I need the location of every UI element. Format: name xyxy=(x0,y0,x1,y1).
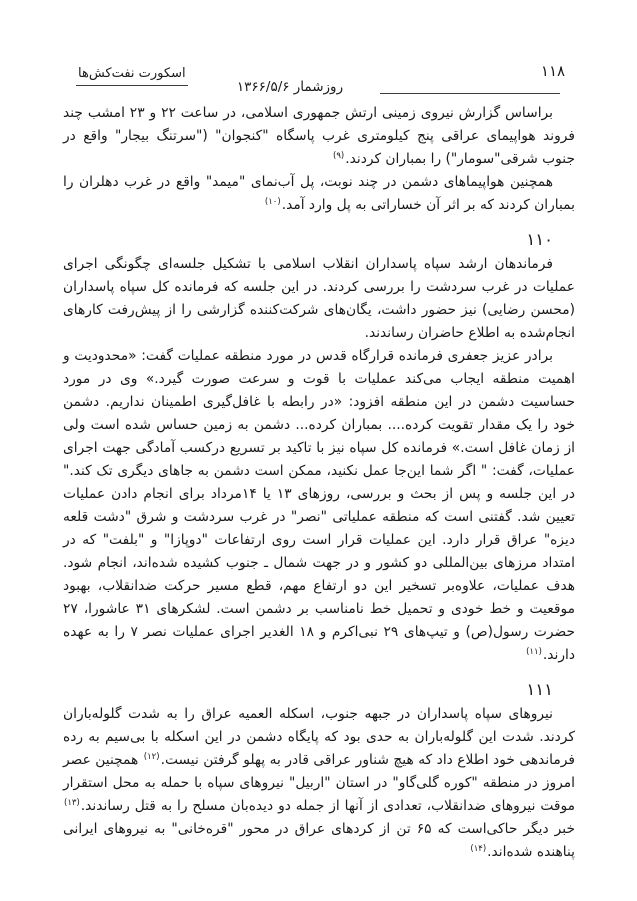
section-number-111: ۱۱۱ xyxy=(526,680,553,699)
paragraph-text: فرماندهان ارشد سپاه پاسداران انقلاب اسلامی با تشکیل جلسه‌ای چگونگی اجرای عملیات در غرب سردشت را بررسی کردند. در این جلسه که فرمانده کل سپاه پاسداران (محسن رضایی) نیز حضور داشت، یگان‌های شرکت‌کننده گزارشی را از پیش‌رفت کارهای انجام‌شده به اطلاع حاضران رساندند. xyxy=(63,256,575,341)
paragraph-text: همچنین عصر امروز در منطقه "کوره گلی‌گاو" در استان "اربیل" نیروهای سپاه با حمله به محل استقرار موقت نیروهای ضدانقلاب، تعدادی از آنها از جمله دو دیده‌بان مسلح را به قتل رساندند. xyxy=(63,752,575,814)
paragraph xyxy=(63,102,575,171)
paragraph-text: نیروهای سپاه پاسداران در جبهه جنوب، اسکله العمیه عراق را به شدت گلوله‌باران کردند. شدت این گلوله‌باران به حدی بود که پایگاه دشمن در این اسکله با بی‌سیم به رده فرماندهی خود اطلاع داد که هیچ شناور عراقی قادر به پهلو گرفتن نیست. xyxy=(63,706,575,768)
paragraph-text: براساس گزارش نیروی زمینی ارتش جمهوری اسلامی، در ساعت ۲۲ و ۲۳ امشب چند فروند هواپیمای عراقی پنج کیلومتری غرب پاسگاه "کنجوان" ("سرتنگ بیجار" واقع در جنوب شرقی"سومار") را بمباران کردند. xyxy=(63,105,575,167)
paragraph-text: همچنین هواپیماهای دشمن در چند نوبت، پل آب‌نمای "میمد" واقع در غرب دهلران را بمباران کردند که بر اثر آن خساراتی به پل وارد آمد. xyxy=(63,174,575,213)
paragraph xyxy=(63,345,575,667)
paragraph xyxy=(63,171,575,217)
section-number-110: ۱۱۰ xyxy=(526,230,553,249)
paragraph-text: خبر دیگر حاکی‌است که ۶۵ تن از کردهای عراق در محور "قره‌خانی" به نیروهای ایرانی پناهنده شده‌اند. xyxy=(63,821,575,860)
footnote-ref: (۱۲) xyxy=(143,752,160,762)
running-title: اسکورت نفت‌کش‌ها xyxy=(76,66,188,86)
header-rule xyxy=(380,93,560,94)
footnote-ref: (۹) xyxy=(333,151,345,161)
footnote-ref: (۱۱) xyxy=(526,647,542,657)
paragraph xyxy=(63,253,575,345)
chronicle-date-label: روزشمار ۱۳۶۶/۵/۶ xyxy=(236,79,344,95)
page-number: ۱۱۸ xyxy=(540,62,566,80)
page-body xyxy=(63,102,575,864)
footnote-ref: (۱۰) xyxy=(264,197,281,207)
footnote-ref: (۱۳) xyxy=(64,798,80,808)
footnote-ref: (۱۴) xyxy=(470,844,487,854)
paragraph xyxy=(63,703,575,864)
paragraph-text: برادر عزیز جعفری فرمانده قرارگاه قدس در مورد منطقه عملیات گفت: «محدودیت و اهمیت منطقه ایجاب می‌کند عملیات با قوت و سرعت صورت گیرد.» وی در مورد حساسیت دشمن در این منطقه افزود: «در رابطه با غافل‌گیری اطمینان نداریم. دشمن خود را یک مقدار تقویت کرده.... بمباران کرده... دشمن به زمین حساس شده است ولی از زمان غافل است.» فرمانده کل سپاه نیز با تاکید بر تسریع درکسب آمادگی جهت اجرای عملیات، گفت: " اگر شما این‌جا عمل نکنید، ممکن است دشمن به جاهای دیگری تک کند." در این جلسه و پس از بحث و بررسی، روزهای ۱۳ یا ۱۴مرداد برای انجام دادن عملیات تعیین شد. گفتنی است که منطقه عملیاتی "نصر" در غرب سردشت و شرق "دشت قلعه دیزه" عراق قرار دارد. این عملیات قرار است روی ارتفاعات "دوپازا" و "بلفت" که در امتداد مرزهای بین‌المللی دو کشور و در جهت شمال ـ جنوب کشیده شده‌اند، انجام شود. هدف عملیات، علاوه‌بر تسخیر این دو ارتفاع مهم، قطع مسیر حرکت ضدانقلاب، بهبود موقعیت و خط خودی و تحمیل خط نامناسب بر دشمن است. لشکرهای ۳۱ عاشورا، ۲۷ حضرت رسول(ص) و تیپ‌های ۲۹ نبی‌اکرم و ۱۸ الغدیر اجرای عملیات نصر ۷ را به عهده دارند. xyxy=(63,348,575,663)
